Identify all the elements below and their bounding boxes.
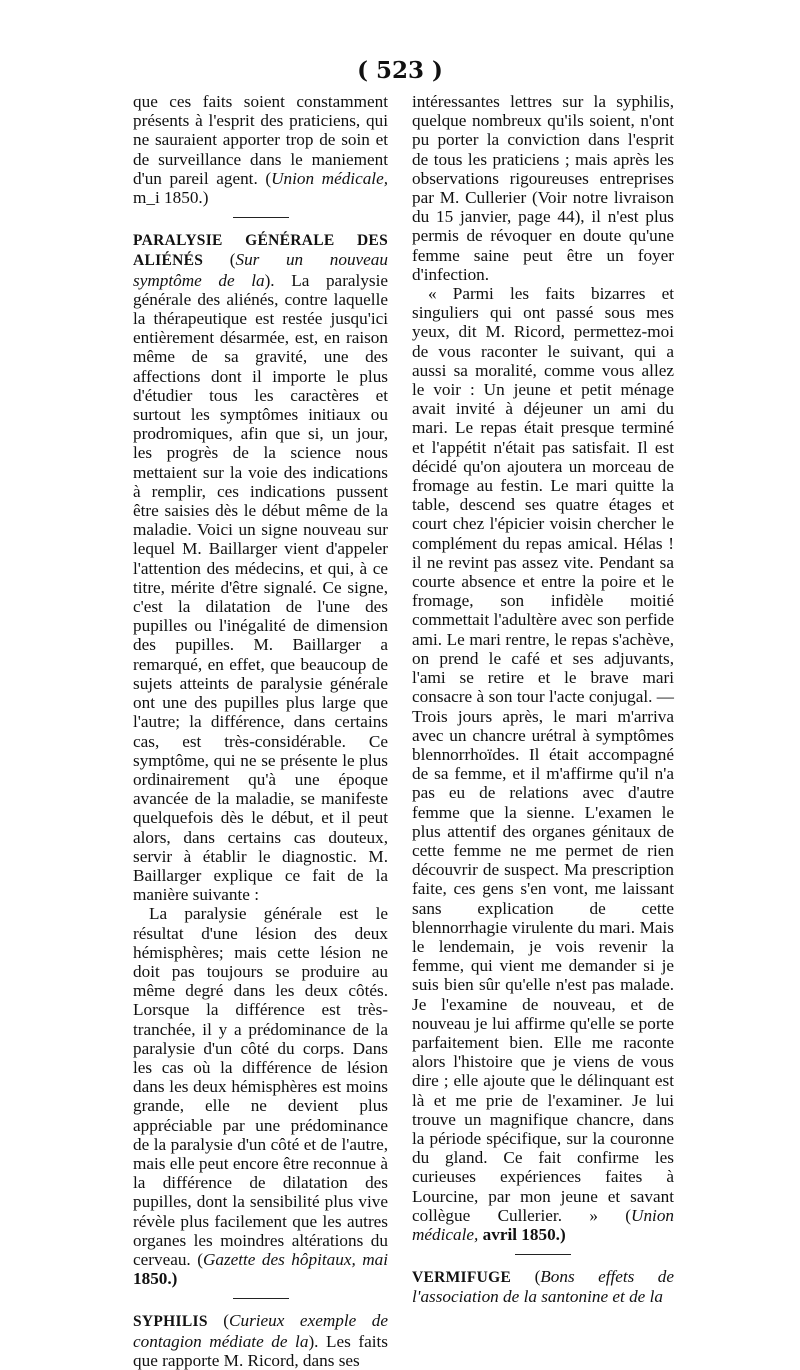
paragraph-text: La paralysie générale est le résultat d'une lésion des deux hémisphères; mais cette lésion ne doit pas toujours se produire au même degré dans les deux côtés. Lorsque la différence est très-tranchée, il y a prédominance de la paralysie d'un côté du corps. Dans les cas où la différence de lésion dans les deux hémisphères est moins grande, elle ne devient plus appréciable par une prédominance de la paralysie d'un côté et de l'autre, mais elle peut encore être reconnue à la différence de dilatation des pupilles, dont la sensibilité plus vive révèle plus facilement que les autres organes les moindres altérations du cerveau. ( — [133, 904, 388, 1269]
page-number: ( 523 ) — [357, 57, 443, 84]
article-syphilis — [133, 1311, 388, 1370]
paragraph-explanation — [133, 904, 388, 1288]
section-divider — [515, 1254, 571, 1255]
source-citation: Union médicale, — [271, 168, 388, 188]
left-column — [133, 92, 388, 1370]
source-citation: Gazette des hôpitaux, mai — [202, 1249, 389, 1269]
article-vermifuge — [412, 1267, 674, 1306]
section-divider — [233, 1298, 289, 1299]
source-citation: Union médicale, — [412, 1205, 674, 1244]
paragraph-closing-previous-article — [133, 92, 388, 207]
article-paren-open: ( — [207, 1311, 230, 1331]
article-heading: VERMIFUGE — [412, 1269, 512, 1287]
paragraph-text: intéressantes lettres sur la syphilis, quelque nombreux qu'ils soient, n'ont pu porter la conviction dans l'esprit de tous les praticiens ; mais après les observations rigoureuses entreprises par M. Cullerier (Voir notre livraison du 15 janvier, page 44), il n'est plus permis de révoquer en doute qu'une femme saine peut être un foyer d'infection. — [412, 92, 674, 284]
right-column — [412, 92, 674, 1307]
source-date: avril 1850.) — [478, 1224, 566, 1244]
article-paren-open: ( — [203, 250, 236, 270]
paragraph-ricord-quote — [412, 284, 674, 1244]
article-heading: SYPHILIS — [133, 1313, 208, 1331]
paragraph-text: que ces faits soient constamment présents à l'esprit des praticiens, qui ne sauraient apporter trop de soin et de surveillance dans le maniement d'un pareil agent. ( — [133, 92, 388, 188]
article-paren-open: ( — [511, 1267, 541, 1287]
source-date: m_i 1850.) — [133, 188, 209, 208]
source-date: 1850.) — [133, 1269, 178, 1289]
paragraph-syphilis-continued — [412, 92, 674, 284]
article-subtitle: Bons effets de l'association de la santonine et de la — [412, 1267, 674, 1307]
paragraph-text: « Parmi les faits bizarres et singuliers qui ont passé sous mes yeux, dit M. Ricord, permettez-moi de vous raconter le suivant, qui a aussi sa moralité, comme vous allez le voir : Un jeune et petit ménage avait invité à déjeuner un ami du mari. Le repas était presque terminé et l'appétit n'était pas satisfait. Il est décidé qu'on ajoutera un morceau de fromage au festin. Le mari quitte la table, descend ses quatre étages et court chez l'épicier voisin chercher le complément du repas amical. Hélas ! il ne revint pas assez vite. Pendant sa courte absence et entre la poire et le fromage, son infidèle moitié commettait l'adultère avec son perfide ami. Le mari rentre, le repas s'achève, on prend le café et ses adjuvants, l'ami se retire et le brave mari consacre à son tour l'acte conjugal. — Trois jours après, le mari m'arriva avec un chancre urétral à symptômes blennorrhoïdes. Il était accompagné de sa femme, et il m'affirme qu'il n'a pas eu de relations avec d'autre femme que la sienne. L'examen le plus attentif des organes génitaux de cette femme ne me permet de rien découvrir de suspect. Ma prescription faite, ces gens s'en vont, me laissant sans explication de cette blennorrhagie virulente du mari. Mais le lendemain, je vois revenir la femme, qui vient me demander si je suis bien sûr qu'elle n'est pas malade. Je l'examine de nouveau, et de nouveau je lui affirme qu'elle se porte parfaitement bien. Elle me raconte alors l'histoire que je viens de vous dire ; elle ajoute que le délinquant est là et me prie de l'examiner. Je lui trouve un magnifique chancre, dans la période spécifique, sur la couronne du gland. Ce fait confirme les curieuses expériences faites à Lourcine, par mon jeune et savant collègue Cullerier. » ( — [412, 284, 674, 1225]
article-heading: PARALYSIE GÉNÉRALE DES ALIÉNÉS — [133, 232, 388, 270]
article-subtitle: Sur un nouveau symptôme de la — [133, 250, 388, 290]
section-divider — [233, 217, 289, 218]
article-subtitle: Curieux exemple de contagion médiate de la — [133, 1311, 388, 1351]
article-paralysie — [133, 230, 388, 904]
article-body: ). Les faits que rapporte M. Ricord, dans ses — [133, 1331, 388, 1370]
article-body: ). La paralysie générale des aliénés, contre laquelle la thérapeutique est restée jusqu'ici entièrement désarmée, est, en raison même de sa gravité, une des affections dont il importe le plus d'étudier tous les caractères et surtout les symptômes initiaux ou prodromiques, afin que si, un jour, les progrès de la science nous mettaient sur la voie des indications à remplir, ces indications pussent être saisies dès le début même de la maladie. Voici un signe nouveau sur lequel M. Baillarger vient d'appeler l'attention des médecins, et qui, à ce titre, mérite d'être signalé. Ce signe, c'est la dilatation de l'une des pupilles ou l'inégalité de dimension des pupilles. M. Baillarger a remarqué, en effet, que beaucoup de sujets atteints de paralysie générale ont une des pupilles plus large que l'autre; la différence, dans certains cas, est très-considérable. Ce symptôme, qui ne se présente le plus ordinairement qu'à une époque avancée de la maladie, se manifeste quelquefois dès le début, et il peut alors, dans certains cas douteux, servir à établir le diagnostic. M. Baillarger explique ce fait de la manière suivante : — [133, 270, 389, 905]
